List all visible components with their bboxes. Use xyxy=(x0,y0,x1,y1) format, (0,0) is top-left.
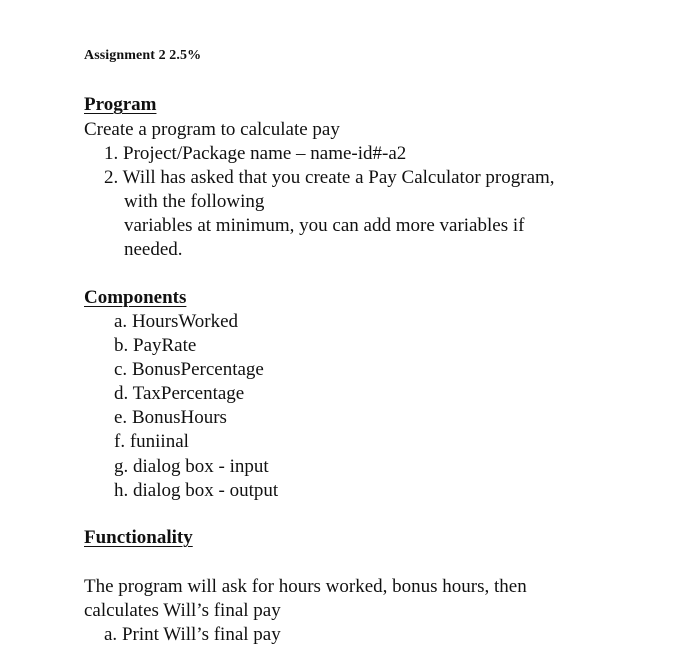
component-item xyxy=(114,382,244,406)
list-item-text: TaxPercentage xyxy=(132,383,245,404)
list-marker: b. xyxy=(114,335,129,356)
program-heading: Program xyxy=(84,94,157,115)
list-item-text: funiinal xyxy=(129,431,189,452)
assignment-title: Assignment 2 2.5% xyxy=(84,48,202,63)
list-marker: d. xyxy=(114,383,129,404)
component-item xyxy=(114,455,269,479)
list-marker: h. xyxy=(114,480,129,501)
program-list-item xyxy=(104,166,555,190)
list-marker: f. xyxy=(114,431,126,452)
list-item-text: dialog box - output xyxy=(133,480,279,501)
component-item xyxy=(114,406,227,430)
list-item-text: HoursWorked xyxy=(131,311,239,332)
component-item xyxy=(114,479,278,503)
list-item-text: Will has asked that you create a Pay Calculator program, xyxy=(122,167,555,188)
list-marker: a. xyxy=(104,624,118,645)
list-item-text: BonusPercentage xyxy=(131,359,264,380)
program-item-continuation: needed. xyxy=(124,239,183,260)
functionality-heading: Functionality xyxy=(84,527,193,548)
list-item-text: Print Will’s final pay xyxy=(121,624,281,645)
list-item-text: Project/Package name – name-id#-a2 xyxy=(123,143,407,164)
list-item-text: dialog box - input xyxy=(133,456,269,477)
component-item xyxy=(114,358,264,382)
functionality-paragraph-line: calculates Will’s final pay xyxy=(84,600,281,621)
list-marker: g. xyxy=(114,456,129,477)
component-item xyxy=(114,334,196,358)
functionality-list-item xyxy=(104,623,281,647)
list-marker: 2. xyxy=(104,167,119,188)
list-marker: a. xyxy=(114,311,128,332)
program-list-item xyxy=(104,142,406,166)
program-item-continuation: with the following xyxy=(124,191,265,212)
program-item-continuation: variables at minimum, you can add more variables if xyxy=(124,215,525,236)
list-marker: 1. xyxy=(104,143,119,164)
components-heading: Components xyxy=(84,287,187,308)
list-item-text: PayRate xyxy=(133,335,197,356)
program-intro: Create a program to calculate pay xyxy=(84,119,340,140)
component-item xyxy=(114,310,238,334)
list-item-text: BonusHours xyxy=(131,407,227,428)
list-marker: c. xyxy=(114,359,128,380)
list-marker: e. xyxy=(114,407,128,428)
component-item xyxy=(114,430,189,454)
functionality-paragraph-line: The program will ask for hours worked, bonus hours, then xyxy=(84,576,527,597)
